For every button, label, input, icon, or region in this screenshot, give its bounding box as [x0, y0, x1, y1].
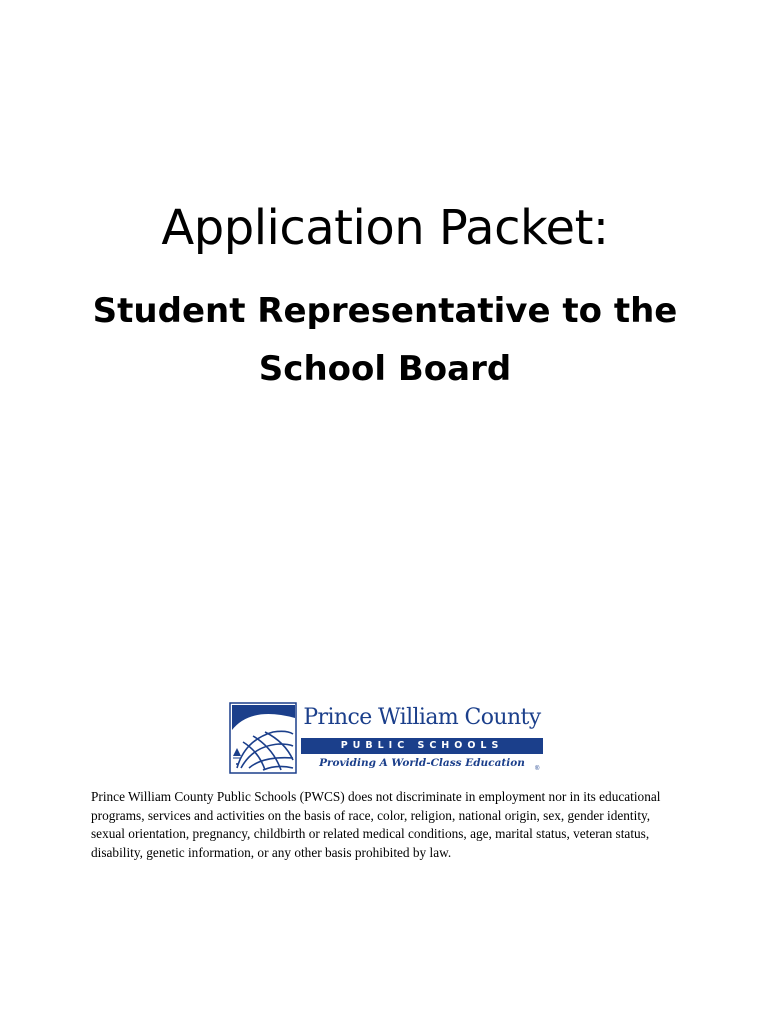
subtitle-line-2: School Board: [258, 349, 512, 389]
subtitle-line-1: Student Representative to the: [92, 291, 678, 331]
registered-mark: ®: [535, 766, 540, 772]
logo-tagline: Providing A World-Class Education: [319, 757, 525, 769]
pwcs-logo: [229, 702, 543, 776]
globe-emblem-icon: [229, 702, 297, 774]
nondiscrimination-statement: Prince William County Public Schools (PWCS) does not discriminate in employment nor in its educational programs, services and activities on the basis of race, color, religion, national origin, sex, gender identity, sexual orientation, pregnancy, childbirth or related medical conditions, age, marital status, veteran status, disability, genetic information, or any other basis prohibited by law.: [91, 789, 661, 860]
logo-bar: PUBLIC SCHOOLS: [301, 738, 543, 754]
document-title: Application Packet:: [161, 200, 609, 256]
document-subtitle: [0, 282, 770, 398]
logo-name: Prince William County: [303, 705, 541, 730]
